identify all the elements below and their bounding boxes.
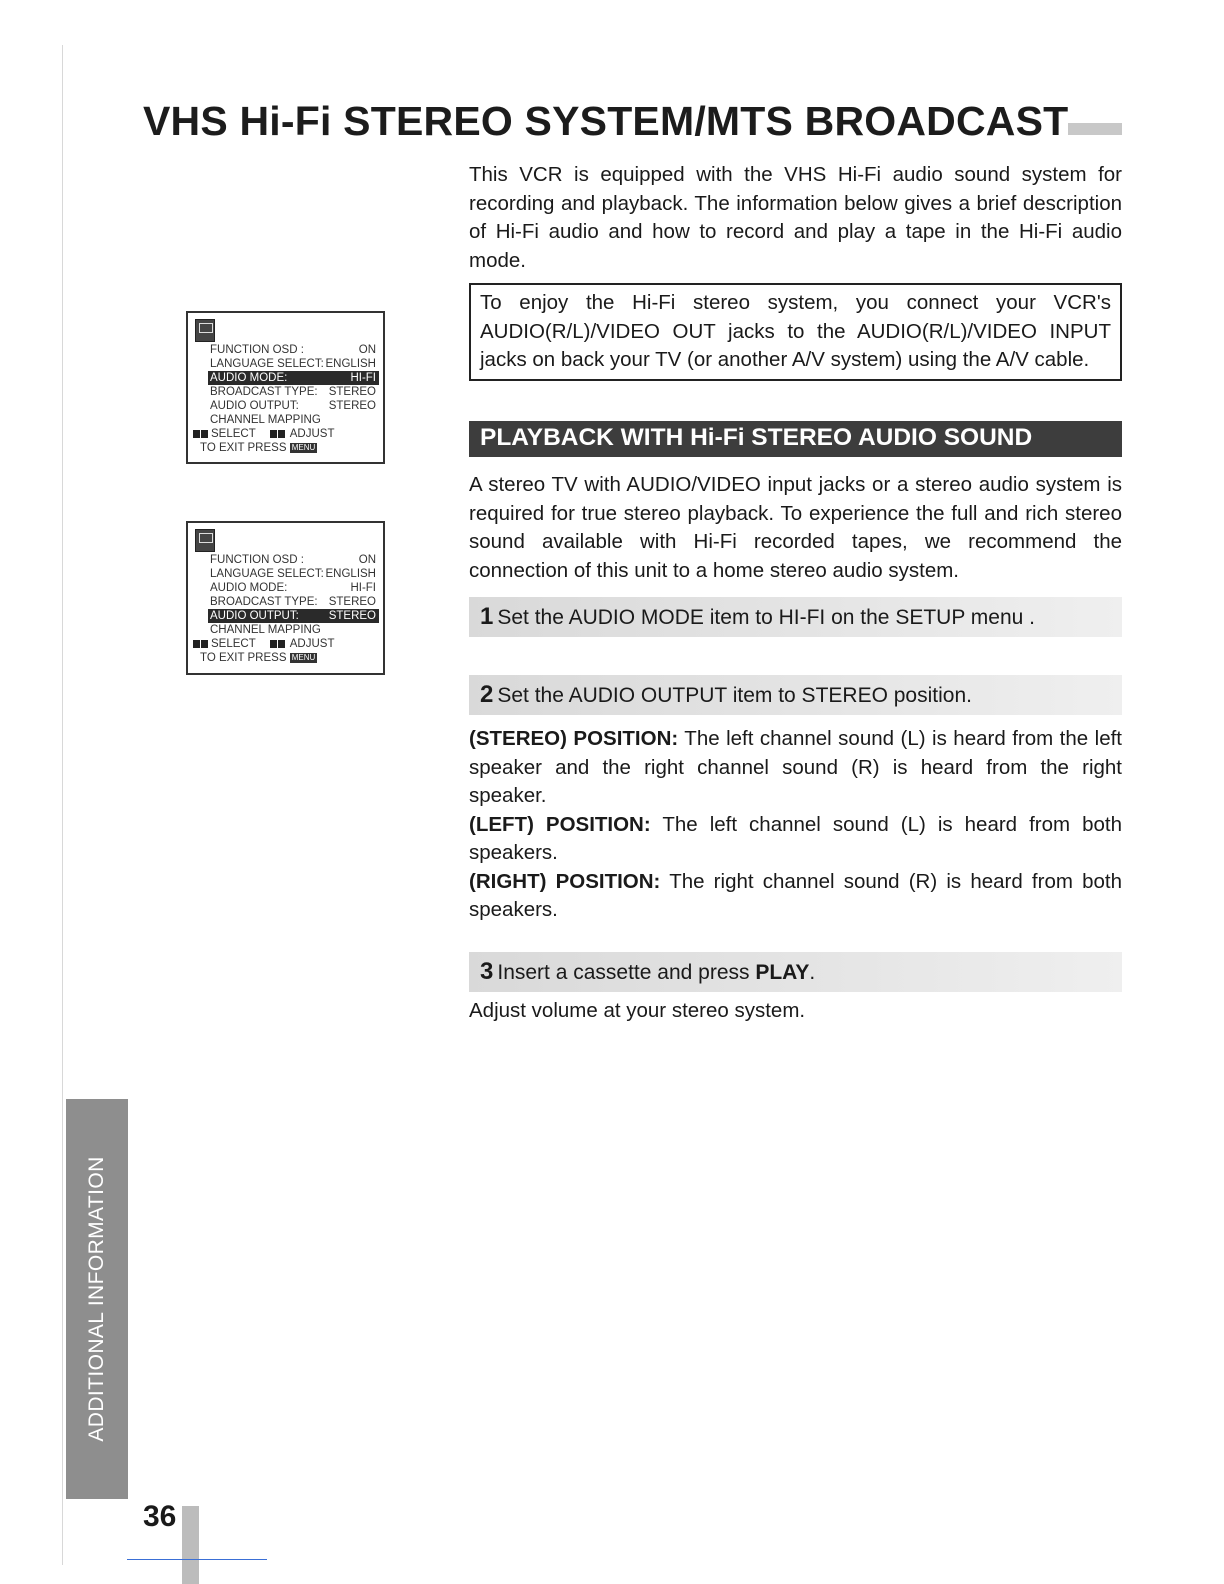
step-text: Set the AUDIO MODE item to HI-FI on the SETUP menu .: [497, 606, 1035, 629]
osd-row: [208, 595, 379, 609]
step-text-end: .: [809, 961, 816, 984]
right-button-icon: [278, 640, 285, 648]
step-number: 3: [480, 958, 494, 985]
osd-label: CHANNEL MAPPING: [210, 414, 321, 426]
osd-exit-hint: [200, 441, 379, 455]
adjust-volume-text: Adjust volume at your stereo system.: [469, 999, 806, 1022]
osd-select-label: SELECT: [211, 428, 256, 440]
page-number: 36: [143, 1500, 177, 1533]
section-heading: PLAYBACK WITH Hi-Fi STEREO AUDIO SOUND: [469, 421, 1122, 457]
step-number: 1: [480, 603, 494, 630]
playback-intro: A stereo TV with AUDIO/VIDEO input jacks or a stereo audio system is required for true stereo playback. To experience the full and rich stereo sound available with Hi-Fi recorded tapes, we recommend the connection of this unit to a home stereo audio system.: [469, 473, 1122, 582]
osd-label: CHANNEL MAPPING: [210, 624, 321, 636]
step-bold-text: PLAY: [755, 961, 810, 984]
osd-row: [208, 385, 379, 399]
position-label: (STEREO) POSITION:: [469, 727, 679, 750]
setup-menu-icon: [195, 319, 215, 342]
osd-nav-hint: [193, 637, 379, 651]
osd-screen-audio-output: [186, 521, 385, 675]
position-label: (LEFT) POSITION:: [469, 812, 651, 836]
osd-lines: [200, 343, 379, 455]
osd-row: [208, 399, 379, 413]
osd-label: AUDIO OUTPUT:: [210, 400, 299, 412]
position-text: The right channel sound (R) is heard from both speakers.: [469, 869, 1123, 921]
left-button-icon: [270, 640, 277, 648]
osd-value: ON: [358, 344, 376, 356]
osd-label: BROADCAST TYPE:: [210, 596, 318, 608]
step-1: [469, 597, 1122, 637]
step-number: 2: [480, 681, 494, 708]
title-tab-marker: [1068, 123, 1122, 135]
osd-exit-label: TO EXIT PRESS: [200, 442, 287, 454]
osd-label: AUDIO MODE:: [210, 372, 288, 384]
footer-rule: [127, 1559, 267, 1560]
page-title: VHS Hi-Fi STEREO SYSTEM/MTS BROADCAST: [143, 98, 1069, 144]
osd-row: [208, 581, 379, 595]
osd-label: AUDIO MODE:: [210, 582, 288, 594]
left-button-icon: [270, 430, 277, 438]
position-label: (RIGHT) POSITION:: [469, 869, 661, 893]
osd-row-highlighted: [208, 609, 379, 623]
osd-adjust-label: ADJUST: [289, 638, 335, 650]
osd-label: FUNCTION OSD :: [210, 554, 304, 566]
osd-label: LANGUAGE SELECT:: [210, 358, 324, 370]
right-button-icon: [278, 430, 285, 438]
osd-value: HI-FI: [350, 372, 376, 384]
osd-exit-label: TO EXIT PRESS: [200, 652, 287, 664]
right-position: [469, 868, 1122, 925]
osd-value: STEREO: [328, 610, 376, 622]
osd-label: FUNCTION OSD :: [210, 344, 304, 356]
down-button-icon: [201, 430, 208, 438]
osd-nav-hint: [193, 427, 379, 441]
osd-value: STEREO: [328, 400, 376, 412]
osd-exit-hint: [200, 651, 379, 665]
menu-key-icon: MENU: [291, 652, 316, 662]
osd-adjust-label: ADJUST: [289, 428, 335, 440]
left-position: [469, 811, 1122, 868]
connection-note: To enjoy the Hi-Fi stereo system, you connect your VCR's AUDIO(R/L)/VIDEO OUT jacks to the AUDIO(R/L)/VIDEO INPUT jacks on back your TV (or another A/V system) using the A/V cable.: [480, 291, 1111, 371]
osd-value: ON: [358, 554, 376, 566]
osd-row: [208, 343, 379, 357]
up-button-icon: [193, 640, 200, 648]
down-button-icon: [201, 640, 208, 648]
osd-row-highlighted: [208, 371, 379, 385]
osd-value: ENGLISH: [325, 568, 376, 580]
osd-value: STEREO: [328, 596, 376, 608]
intro-paragraph: This VCR is equipped with the VHS Hi-Fi audio sound system for recording and playback. The information below gives a brief description of Hi-Fi audio and how to record and play a tape in the Hi-Fi audio mode.: [469, 163, 1122, 272]
osd-label: BROADCAST TYPE:: [210, 386, 318, 398]
osd-screen-audio-mode: [186, 311, 385, 464]
connection-note-box: [469, 283, 1122, 381]
page-edge-rule: [62, 45, 63, 1565]
stereo-position: [469, 725, 1122, 811]
setup-menu-icon: [195, 529, 215, 552]
osd-row: [208, 567, 379, 581]
osd-value: HI-FI: [350, 582, 376, 594]
section-side-tab: [66, 1099, 128, 1499]
osd-select-label: SELECT: [211, 638, 256, 650]
osd-value: STEREO: [328, 386, 376, 398]
osd-label: LANGUAGE SELECT:: [210, 568, 324, 580]
osd-row: [208, 623, 379, 637]
position-text: The left channel sound (L) is heard from the left speaker and the right channel sound (R) is heard from the right speaker.: [469, 727, 1122, 807]
output-positions: [469, 725, 1122, 925]
osd-row: [208, 357, 379, 371]
position-text: The left channel sound (L) is heard from both speakers.: [469, 812, 1123, 864]
step-text: Set the AUDIO OUTPUT item to STEREO position.: [497, 684, 972, 707]
osd-value: ENGLISH: [325, 358, 376, 370]
osd-lines: [200, 553, 379, 665]
menu-key-icon: MENU: [291, 442, 316, 452]
osd-row: [208, 413, 379, 427]
step-2: [469, 675, 1122, 715]
osd-label: AUDIO OUTPUT:: [210, 610, 299, 622]
up-button-icon: [193, 430, 200, 438]
osd-row: [208, 553, 379, 567]
side-tab-label: ADDITIONAL INFORMATION: [85, 1156, 108, 1442]
page-number-marker: [182, 1506, 199, 1584]
step-3: [469, 952, 1122, 992]
step-text: Insert a cassette and press: [497, 961, 756, 984]
